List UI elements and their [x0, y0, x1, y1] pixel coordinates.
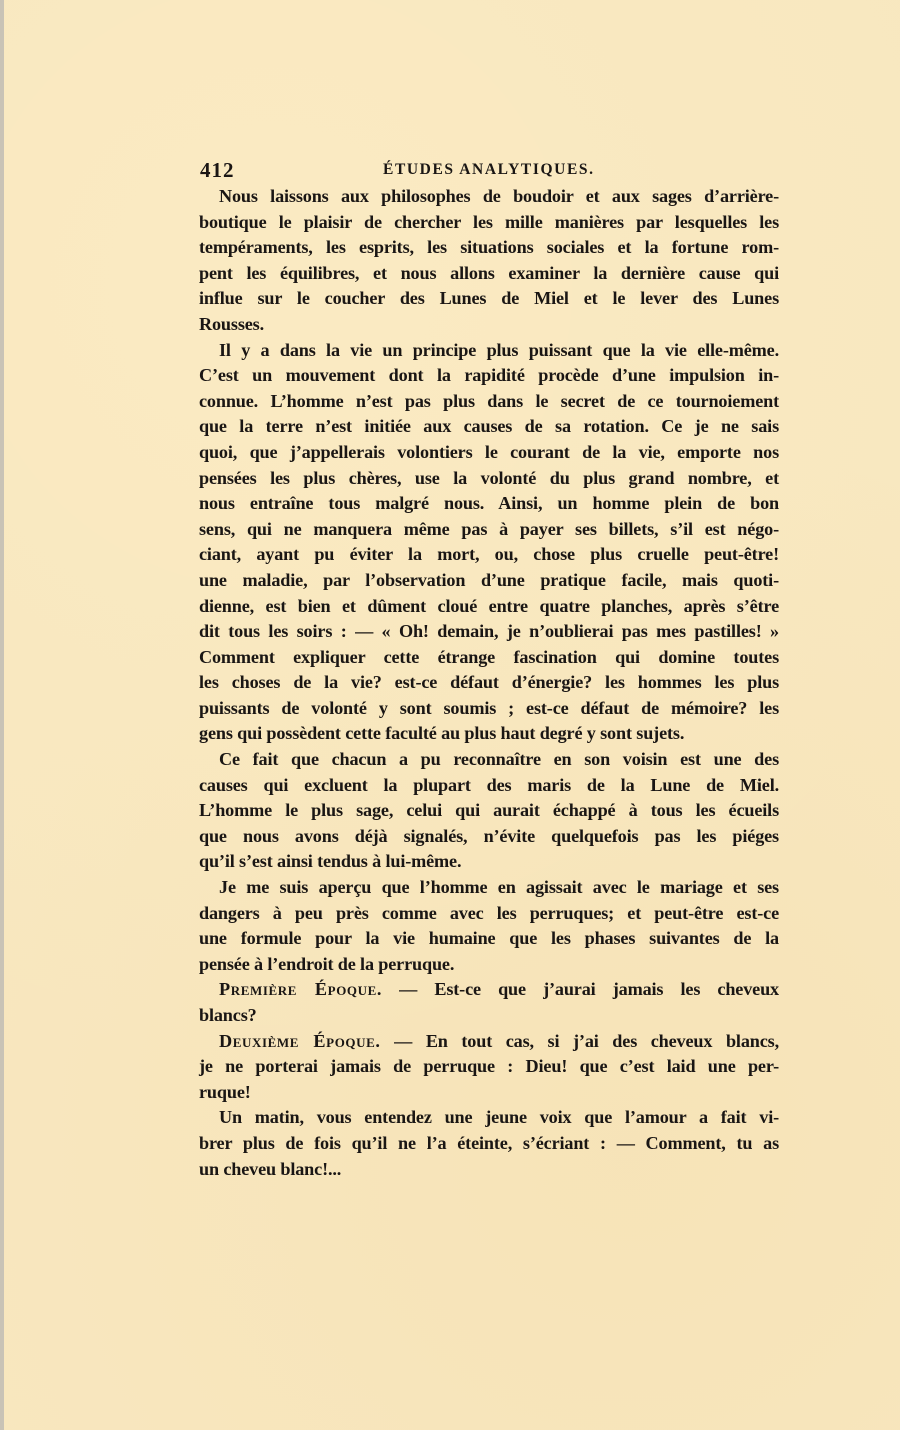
paragraph — [199, 338, 779, 748]
text-line: que la terre n’est initiée aux causes de sa rotation. Ce je ne sais — [199, 416, 779, 437]
paragraph-premiere-epoque — [199, 977, 779, 1028]
epoch-label: Deuxième Époque. — [219, 1030, 381, 1051]
epoch-text: — En tout cas, si j’ai des cheveux blancs, — [380, 1030, 779, 1051]
text-line: pent les équilibres, et nous allons examiner la dernière cause qui — [199, 262, 779, 283]
text-line — [199, 977, 779, 1003]
page-left-edge — [0, 0, 4, 1430]
text-line: Nous laissons aux philosophes de boudoir et aux sages d’arrière- — [219, 186, 779, 206]
text-line: gens qui possèdent cette faculté au plus haut degré y sont sujets. — [199, 723, 685, 744]
text-line: dienne, est bien et dûment cloué entre quatre planches, après s’être — [199, 595, 779, 616]
paragraph — [199, 1105, 779, 1182]
text-line: Il y a dans la vie un principe plus puissant que la vie elle-même. — [219, 339, 779, 360]
text-line: Comment expliquer cette étrange fascination qui domine toutes — [199, 646, 779, 667]
text-line: sens, qui ne manquera même pas à payer ses billets, s’il est négo- — [199, 518, 779, 539]
page-number: 412 — [200, 158, 235, 182]
text-line: pensée à l’endroit de la perruque. — [199, 953, 455, 974]
text-line: pensées les plus chères, use la volonté du plus grand nombre, et — [199, 467, 779, 488]
paragraph — [199, 747, 779, 875]
text-line: une formule pour la vie humaine que les phases suivantes de la — [199, 928, 779, 949]
text-line: blancs? — [199, 1005, 257, 1025]
text-line: ruque! — [199, 1081, 251, 1102]
text-line: je ne porterai jamais de perruque : Dieu! que c’est laid une per- — [199, 1056, 779, 1077]
paragraph-deuxieme-epoque — [199, 1029, 779, 1106]
text-line: brer plus de fois qu’il ne l’a éteinte, s’écriant : — Comment, tu as — [199, 1132, 779, 1153]
text-line: puissants de volonté y sont soumis ; est-ce défaut de mémoire? les — [199, 697, 779, 718]
text-line: influe sur le coucher des Lunes de Miel et le lever des Lunes — [199, 288, 779, 309]
text-line: ciant, ayant pu éviter la mort, ou, chose plus cruelle peut-être! — [199, 544, 779, 565]
text-line: Rousses. — [199, 313, 264, 334]
epoch-text: — Est-ce que j’aurai jamais les cheveux — [382, 979, 779, 1000]
text-line: C’est un mouvement dont la rapidité procède d’une impulsion in- — [199, 365, 779, 386]
text-line: un cheveu blanc!... — [199, 1158, 342, 1179]
text-line: qu’il s’est ainsi tendus à lui-même. — [199, 851, 462, 872]
text-line: Un matin, vous entendez une jeune voix que l’amour a fait vi- — [219, 1107, 779, 1128]
running-title: ÉTUDES ANALYTIQUES. — [383, 161, 595, 178]
text-line: L’homme le plus sage, celui qui aurait échappé à tous les écueils — [199, 800, 779, 821]
text-line — [199, 1029, 779, 1055]
paragraph — [199, 875, 779, 977]
epoch-label: Première Époque. — [219, 979, 383, 1000]
text-line: connue. L’homme n’est pas plus dans le secret de ce tournoiement — [199, 390, 779, 411]
paragraph — [199, 184, 779, 338]
text-line: dangers à peu près comme avec les perruques; et peut-être est-ce — [199, 902, 779, 923]
text-line: les choses de la vie? est-ce défaut d’énergie? les hommes les plus — [199, 672, 779, 693]
text-line: tempéraments, les esprits, les situations sociales et la fortune rom- — [199, 237, 779, 258]
running-head — [200, 158, 778, 184]
text-line: boutique le plaisir de chercher les mille manières par lesquelles les — [199, 211, 779, 232]
text-line: une maladie, par l’observation d’une pratique facile, mais quoti- — [199, 569, 779, 590]
text-line: nous entraîne tous malgré nous. Ainsi, un homme plein de bon — [199, 493, 779, 514]
text-line: quoi, que j’appellerais volontiers le courant de la vie, emporte nos — [199, 441, 779, 462]
text-line: dit tous les soirs : — « Oh! demain, je n’oublierai pas mes pastilles! » — [199, 621, 779, 642]
text-line: causes qui excluent la plupart des maris de la Lune de Miel. — [199, 774, 779, 795]
text-line: que nous avons déjà signalés, n’évite quelquefois pas les piéges — [199, 825, 779, 846]
text-line: Je me suis aperçu que l’homme en agissait avec le mariage et ses — [219, 877, 779, 898]
text-line: Ce fait que chacun a pu reconnaître en son voisin est une des — [219, 749, 779, 770]
body-text — [199, 184, 779, 1182]
